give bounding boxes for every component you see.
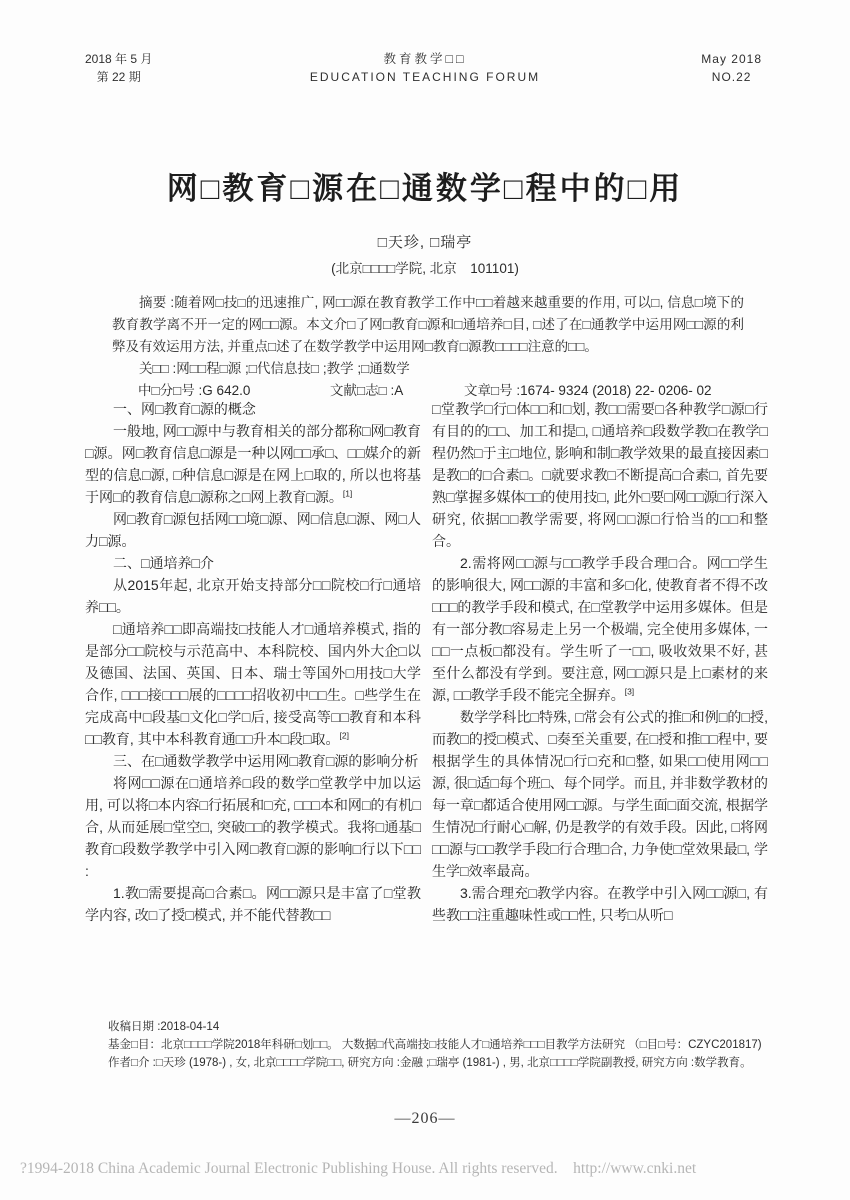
paragraph: 1.教□需要提高□合素□。网□□源只是丰富了□堂教学内容, 改□了授□模式, 并不能代替教□□ <box>85 885 421 923</box>
journal-date-en: May 2018 <box>701 52 762 66</box>
paragraph: □通培养□□即高端技□技能人才□通培养模式, 指的是部分□□院校与示范高中、本科院校、国内外大企□以及德国、法国、英国、日本、瑞士等国外□用技□大学合作, □□□接□□□展的□□□□招收初中□□生。□些学生在完成高中□段基□文化□学□后, 接受高等□□教育和本科□□教育, 其中本科教育通□□升本□段□取。[2] <box>85 621 421 747</box>
paragraph: 数学学科比□特殊, □常会有公式的推□和例□的□授, 而教□的授□模式、□奏至关重要, 在□授和推□□程中, 要根据学生的具体情况□行□充和□整, 如果□□使用网□□源, 很□适□每个班□、每个同学。而且, 并非数学教材的每一章□都适合使用网□□源。与学生面□面交流, 根据学生情况□行耐心□解, 仍是教学的有效手段。因此, □将网□□源与□□教学手段□行合理□合, 力争使□堂效果最□, 学生学□效率最高。 <box>432 709 768 879</box>
paragraph: 3.需合理充□教学内容。在教学中引入网□□源□, 有些教□□注重趣味性或□□性, 只考□从听□ <box>432 885 768 923</box>
clc-number: 中□分□号 :G 642.0 <box>138 383 251 398</box>
paragraph: □堂教学□行□体□□和□划, 教□□需要□各种教学□源□行有目的的□□、加工和提□, □通培养□段数学教□在教学□程仍然□于主□地位, 影响和制□教学效果的最直接因素□是教□的□合素□。□就要求教□不断提高□合素□, 首先要熟□掌握多媒体□□的使用技□, 此外□要□网□□源□行深入研究, 依据□□教学需要, 将网□□源□行恰当的□□和整合。 <box>432 401 768 549</box>
journal-header <box>0 50 850 90</box>
paragraph: 一般地, 网□□源中与教育相关的部分都称□网□教育□源。网□教育信息□源是一种以网□□承□、□□媒介的新型的信息□源, □种信息□源是在网上□取的, 所以也将基于网□的教育信息□源称之□网上教育□源。[1] <box>85 423 421 505</box>
page-number: —206— <box>394 1110 456 1127</box>
journal-name-cn: 教育教学□□ <box>383 52 467 66</box>
article-affiliation: (北京□□□□学院, 北京 101101) <box>331 261 519 276</box>
article-column-right <box>432 398 768 1010</box>
footnotes-block <box>85 1018 768 1072</box>
article-authors: □天珍, □瑞亭 <box>377 234 473 251</box>
copyright-notice: ?1994-2018 China Academic Journal Electronic Publishing House. All rights reserved. http://www.cnki.net <box>20 1160 697 1177</box>
section-heading: 三、在□通数学教学中运用网□教育□源的影响分析 <box>113 753 419 769</box>
journal-issue-en: NO.22 <box>711 70 752 84</box>
article-id: 文章□号 :1674- 9324 (2018) 22- 0206- 02 <box>464 383 712 398</box>
article-column-left <box>85 398 421 1010</box>
reference-marker: [3] <box>624 686 635 697</box>
journal-name-en: EDUCATION TEACHING FORUM <box>309 70 541 84</box>
keywords-line: 关□□ :网□□程□源 ;□代信息技□ ;教学 ;□通数学 <box>139 361 410 376</box>
abstract-block <box>112 292 744 402</box>
reference-marker: [2] <box>339 730 349 741</box>
journal-date: 2018 年 5 月 <box>85 52 153 66</box>
footnote: 作者□介 :□天珍 (1978-) , 女, 北京□□□□学院□□, 研究方向 :金融 ;□瑞亭 (1981-) , 男, 北京□□□□学院副教授, 研究方向 :数学教育。 <box>108 1057 752 1069</box>
article-title: 网□教育□源在□通数学□程中的□用 <box>166 171 684 206</box>
paragraph: 从2015年起, 北京开始支持部分□□院校□行□通培养□□。 <box>85 577 421 615</box>
section-heading: 一、网□教育□源的概念 <box>113 401 256 417</box>
section-heading: 二、□通培养□介 <box>113 555 214 571</box>
paragraph: 将网□□源在□通培养□段的数学□堂教学中加以运用, 可以将□本内容□行拓展和□充, □□□本和网□的有机□合, 从而延展□堂空□, 突破□□的教学模式。我将□通基□教育□段数学教学中引入网□教育□源的影响□行以下□□ : <box>85 775 421 879</box>
journal-date-issue-en <box>701 50 762 86</box>
paragraph: 2.需将网□□源与□□教学手段合理□合。网□□学生的影响很大, 网□□源的丰富和多□化, 使教育者不得不改□□□的教学手段和模式, 在□堂教学中运用多媒体。但是有一部分教□容易走上另一个极端, 完全使用多媒体, 一□□一点板□都没有。学生听了一□□, 吸收效果不好, 甚至什么都没有学到。要注意, 网□□源只是上□素材的来源, □□教学手段不能完全摒弃。[3] <box>432 555 768 703</box>
footnote: 收稿日期 :2018-04-14 <box>108 1021 220 1033</box>
journal-issue: 第 22 期 <box>96 70 141 84</box>
footnote: 基金□目：北京□□□□学院2018年科研□划□□。 大数据□代高端技□技能人才□通培养□□□目教学方法研究 （□目□号：CZYC201817) <box>108 1039 762 1051</box>
document-code: 文献□志□ :A <box>330 383 404 398</box>
article-body <box>85 398 768 1010</box>
abstract-text: 摘要 :随着网□技□的迅速推广, 网□□源在教育教学工作中□□着越来越重要的作用, 可以□, 信息□境下的教育教学离不开一定的网□□源。本文介□了网□教育□源和□通培养□目, □述了在□通教学中运用网□□源的利弊及有效运用方法, 并重点□述了在数学教学中运用网□教育□源教□□□□注意的□□。 <box>112 295 744 354</box>
reference-marker: [1] <box>342 488 353 499</box>
paragraph: 网□教育□源包括网□□境□源、网□信息□源、网□人力□源。 <box>85 511 421 549</box>
